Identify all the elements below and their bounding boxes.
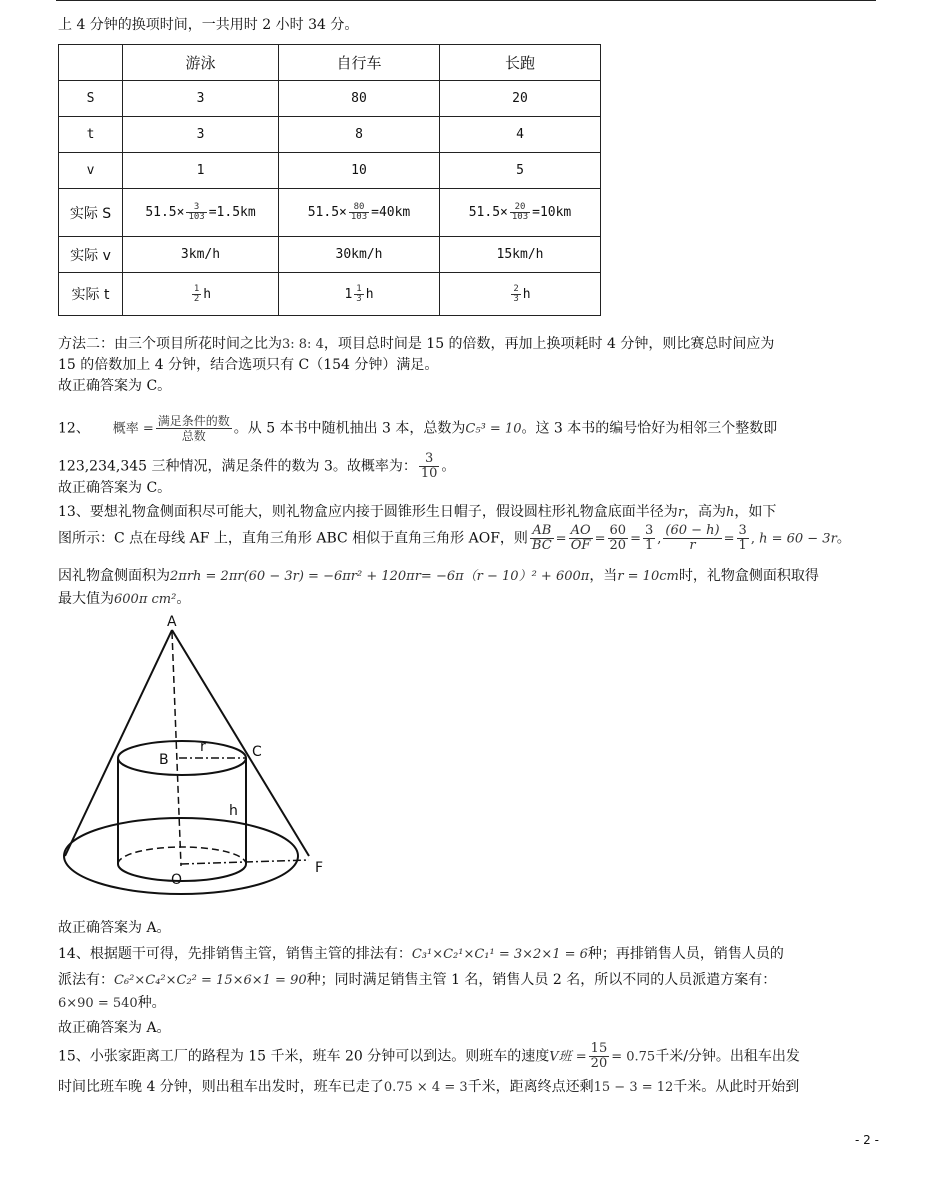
- frac-60h-r: [663, 524, 721, 553]
- fraction-den: 10: [420, 466, 438, 481]
- method2-line2: 15 的倍数加上 4 分钟，结合选项只有 C（154 分钟）满足。: [58, 357, 439, 373]
- fraction-den: 2: [193, 293, 200, 304]
- question-number: 12、: [58, 420, 90, 437]
- q13-line3: [58, 566, 898, 587]
- label-r: r: [200, 739, 206, 755]
- table-row: [59, 117, 601, 153]
- fraction-den: 103: [188, 212, 205, 222]
- fraction-den: 3: [356, 293, 362, 304]
- q13-answer: 故正确答案为 A。: [58, 920, 171, 936]
- probability-label: 概率 =: [112, 421, 154, 437]
- label-O: O: [171, 872, 183, 888]
- fraction-num: 3: [186, 203, 206, 213]
- table-cell: [279, 273, 440, 316]
- table-header-row: [59, 45, 601, 81]
- fraction-den: OF: [570, 538, 591, 553]
- cell-fraction: [511, 285, 520, 304]
- q13-line4: [58, 589, 898, 610]
- text: 因礼物盒侧面积为: [58, 568, 170, 584]
- unit: h: [522, 286, 531, 302]
- var-r: r: [677, 505, 685, 520]
- max-value: 600π cm²: [114, 592, 177, 607]
- fraction-den: 20: [609, 538, 627, 553]
- fraction-num: AO: [570, 523, 591, 538]
- fraction-num: 1: [193, 283, 200, 294]
- table-row: [59, 81, 601, 117]
- q14-answer: 故正确答案为 A。: [58, 1020, 171, 1036]
- cell-fraction: [349, 203, 369, 222]
- fraction-den: 20: [590, 1056, 608, 1071]
- table-header-cell: 长跑: [440, 45, 601, 81]
- distance-expr: 0.75 × 4 = 3: [383, 1080, 468, 1095]
- cell-prefix: 51.5×: [307, 205, 347, 220]
- cell-fraction: [192, 285, 201, 304]
- expr-total: 6×90 = 540: [58, 996, 138, 1011]
- mixed-whole: 1: [344, 286, 353, 302]
- fraction-num: 60: [609, 523, 627, 538]
- label-F: F: [315, 860, 324, 876]
- row-label: 实际 S: [59, 189, 123, 237]
- text: 最大值为: [58, 591, 114, 607]
- fraction-num: 3: [419, 452, 440, 467]
- r-value: r = 10cm: [617, 569, 679, 584]
- frac-3-1b: [737, 524, 749, 553]
- table-cell: 80: [279, 81, 440, 117]
- speed-label: V班 =: [549, 1049, 587, 1065]
- cell-suffix: =40km: [371, 205, 411, 220]
- cell-fraction: [354, 285, 363, 304]
- cell-suffix: =10km: [532, 205, 572, 220]
- table-cell: [440, 273, 601, 316]
- var-h: h: [726, 505, 735, 520]
- cylinder-bottom-back: [118, 847, 246, 864]
- q14-line1: [58, 944, 898, 965]
- row-label: S: [59, 81, 123, 117]
- table-cell: 20: [440, 81, 601, 117]
- fraction-den: 103: [511, 212, 529, 222]
- row-label: v: [59, 153, 123, 189]
- text: ，当: [589, 568, 618, 584]
- q14-line2: [58, 970, 898, 991]
- label-C: C: [252, 744, 262, 760]
- fraction-num: 满足条件的数: [157, 414, 230, 428]
- unit: h: [365, 286, 374, 302]
- text: 方法二：由三个项目所花时间之比为: [58, 336, 282, 352]
- table-cell: [279, 189, 440, 237]
- text: ，高为: [684, 504, 727, 520]
- q12-answer: 故正确答案为 C。: [58, 480, 172, 496]
- table-cell: 5: [440, 153, 601, 189]
- text: 14、根据题干可得，先排销售主管，销售主管的排法有：: [58, 946, 412, 962]
- results-table: [58, 44, 601, 316]
- table-cell: 4: [440, 117, 601, 153]
- combination-formula: C₅³ = 10: [465, 421, 522, 437]
- fraction-num: (60 − h): [665, 523, 720, 538]
- text: 种；同时满足销售主管 1 名，销售人员 2 名，所以不同的人员派遣方案有：: [306, 972, 777, 988]
- text: 123,234,345 三种情况，满足条件的数为 3。故概率为：: [58, 458, 417, 475]
- fraction-den: r: [689, 538, 696, 553]
- cell-suffix: =1.5km: [208, 205, 256, 220]
- fraction-num: 1: [356, 283, 362, 294]
- text: 13、要想礼物盒侧面积尽可能大，则礼物盒应内接于圆锥形生日帽子，假设圆柱形礼物盒底面半径为: [58, 504, 678, 520]
- table-header-cell: [59, 45, 123, 81]
- remaining-expr: 15 − 3 = 12: [593, 1080, 674, 1095]
- page-number: - 2 -: [855, 1133, 879, 1147]
- fraction-den: 103: [350, 212, 368, 222]
- table-cell: 1: [123, 153, 279, 189]
- expr-sales: C₆²×C₄²×C₂² = 15×6×1 = 90: [114, 973, 307, 988]
- fraction-num: 15: [590, 1041, 608, 1056]
- table-row-actual-s: [59, 189, 601, 237]
- speed-fraction: [589, 1042, 610, 1071]
- text: ，如下: [734, 504, 777, 520]
- cell-prefix: 51.5×: [145, 205, 185, 220]
- q15-line1: [58, 1042, 898, 1076]
- ratio-formula: 3: 8: 4: [282, 337, 324, 352]
- cone-axis: [172, 632, 181, 866]
- fraction-den: 1: [644, 538, 654, 553]
- fraction-den: BC: [531, 538, 552, 553]
- q12-line1: [58, 414, 898, 446]
- table-cell: 30km/h: [279, 237, 440, 273]
- frac-3-1: [643, 524, 655, 553]
- table-cell: 8: [279, 117, 440, 153]
- table-cell: 15km/h: [440, 237, 601, 273]
- cell-fraction: [186, 203, 206, 222]
- text: 种；再排销售人员，销售人员的: [587, 946, 784, 962]
- speed-value: = 0.75: [611, 1049, 656, 1065]
- table-cell: 3: [123, 81, 279, 117]
- q13-line2: 图所示：C 点在母线 AF 上，直角三角形 ABC 相似于直角三角形 AOF，则 $\frac{AB}{BC}$ = $\frac{AO}{OF}$ = $\frac{60}{20}$ = $\frac{3}{1}$ , $\frac{(60 - h)}{r}$ = $\frac{3}{1}$ , h = 60 − 3r。: [58, 523, 851, 553]
- text: 图所示：C 点在母线 AF 上，直角三角形 ABC 相似于直角三角形 AOF，则: [58, 530, 528, 547]
- table-row-actual-v: [59, 237, 601, 273]
- fraction-num: 3: [738, 523, 747, 538]
- text: 千米，距离终点还剩: [467, 1079, 594, 1095]
- fraction-num: 2: [513, 283, 519, 294]
- text: 。: [441, 458, 456, 475]
- header-rule: [56, 0, 876, 1]
- label-B: B: [159, 752, 169, 768]
- table-header-cell: 游泳: [123, 45, 279, 81]
- table-cell: 10: [279, 153, 440, 189]
- fraction-den: 3: [513, 293, 519, 304]
- text: 。从 5 本书中随机抽出 3 本，总数为: [233, 420, 466, 437]
- label-h: h: [229, 803, 238, 819]
- cone-cylinder-figure: [55, 610, 335, 900]
- table-cell: [123, 273, 279, 316]
- label-A: A: [167, 614, 177, 630]
- frac-60-20: [608, 524, 629, 553]
- text: 种。: [137, 995, 166, 1011]
- fraction-den: 总数: [181, 429, 206, 443]
- method2-answer: 故正确答案为 C。: [58, 378, 172, 394]
- fraction-num: 3: [644, 523, 654, 538]
- table-cell: [123, 189, 279, 237]
- table-cell: [440, 189, 601, 237]
- probability-fraction: [156, 414, 232, 443]
- frac-ab-bc: [530, 524, 554, 553]
- text: 时，礼物盒侧面积取得: [678, 568, 819, 584]
- text: 派法有：: [58, 972, 114, 988]
- text: 。: [176, 591, 191, 607]
- method2-line1: [58, 334, 898, 355]
- text: ，项目总时间是 15 的倍数，再加上换项耗时 4 分钟，则比赛总时间应为: [323, 336, 775, 352]
- q13-line1: [58, 502, 898, 523]
- table-cell: 3: [123, 117, 279, 153]
- frac-ao-of: [569, 524, 593, 553]
- table-cell: 3km/h: [123, 237, 279, 273]
- cell-prefix: 51.5×: [468, 205, 508, 220]
- fraction-num: AB: [530, 524, 554, 539]
- text: 千米。从此时开始到: [673, 1079, 800, 1095]
- table-row-actual-t: [59, 273, 601, 316]
- row-label: t: [59, 117, 123, 153]
- text: 15、小张家距离工厂的路程为 15 千米，班车 20 分钟可以到达。则班车的速度: [58, 1048, 550, 1065]
- row-label: 实际 v: [59, 237, 123, 273]
- q14-line3: [58, 993, 898, 1014]
- fraction-num: 80: [349, 203, 369, 213]
- text: 。这 3 本书的编号恰好为相邻三个整数即: [521, 420, 778, 437]
- table-row: [59, 153, 601, 189]
- table-header-cell: 自行车: [279, 45, 440, 81]
- intro-line: 上 4 分钟的换项时间，一共用时 2 小时 34 分。: [58, 17, 359, 33]
- area-expression: 2πrh = 2πr(60 − 3r) = −6πr² + 120πr= −6π（r − 10）² + 600π: [170, 569, 590, 584]
- q12-line2: [58, 452, 898, 481]
- text: 千米/分钟。出租车出发: [655, 1048, 800, 1065]
- cell-fraction: [510, 203, 530, 222]
- q15-line2: [58, 1077, 898, 1098]
- cone-side-right: [172, 630, 309, 856]
- unit: h: [203, 286, 212, 302]
- row-label: 实际 t: [59, 273, 123, 316]
- text: 时间比班车晚 4 分钟，则出租车出发时，班车已走了: [58, 1079, 384, 1095]
- fraction-den: 1: [738, 538, 747, 553]
- h-expression: h = 60 − 3r: [759, 531, 837, 547]
- fraction-num: 20: [510, 203, 530, 213]
- expr-managers: C₃¹×C₂¹×C₁¹ = 3×2×1 = 6: [411, 947, 588, 962]
- answer-fraction: [419, 452, 440, 481]
